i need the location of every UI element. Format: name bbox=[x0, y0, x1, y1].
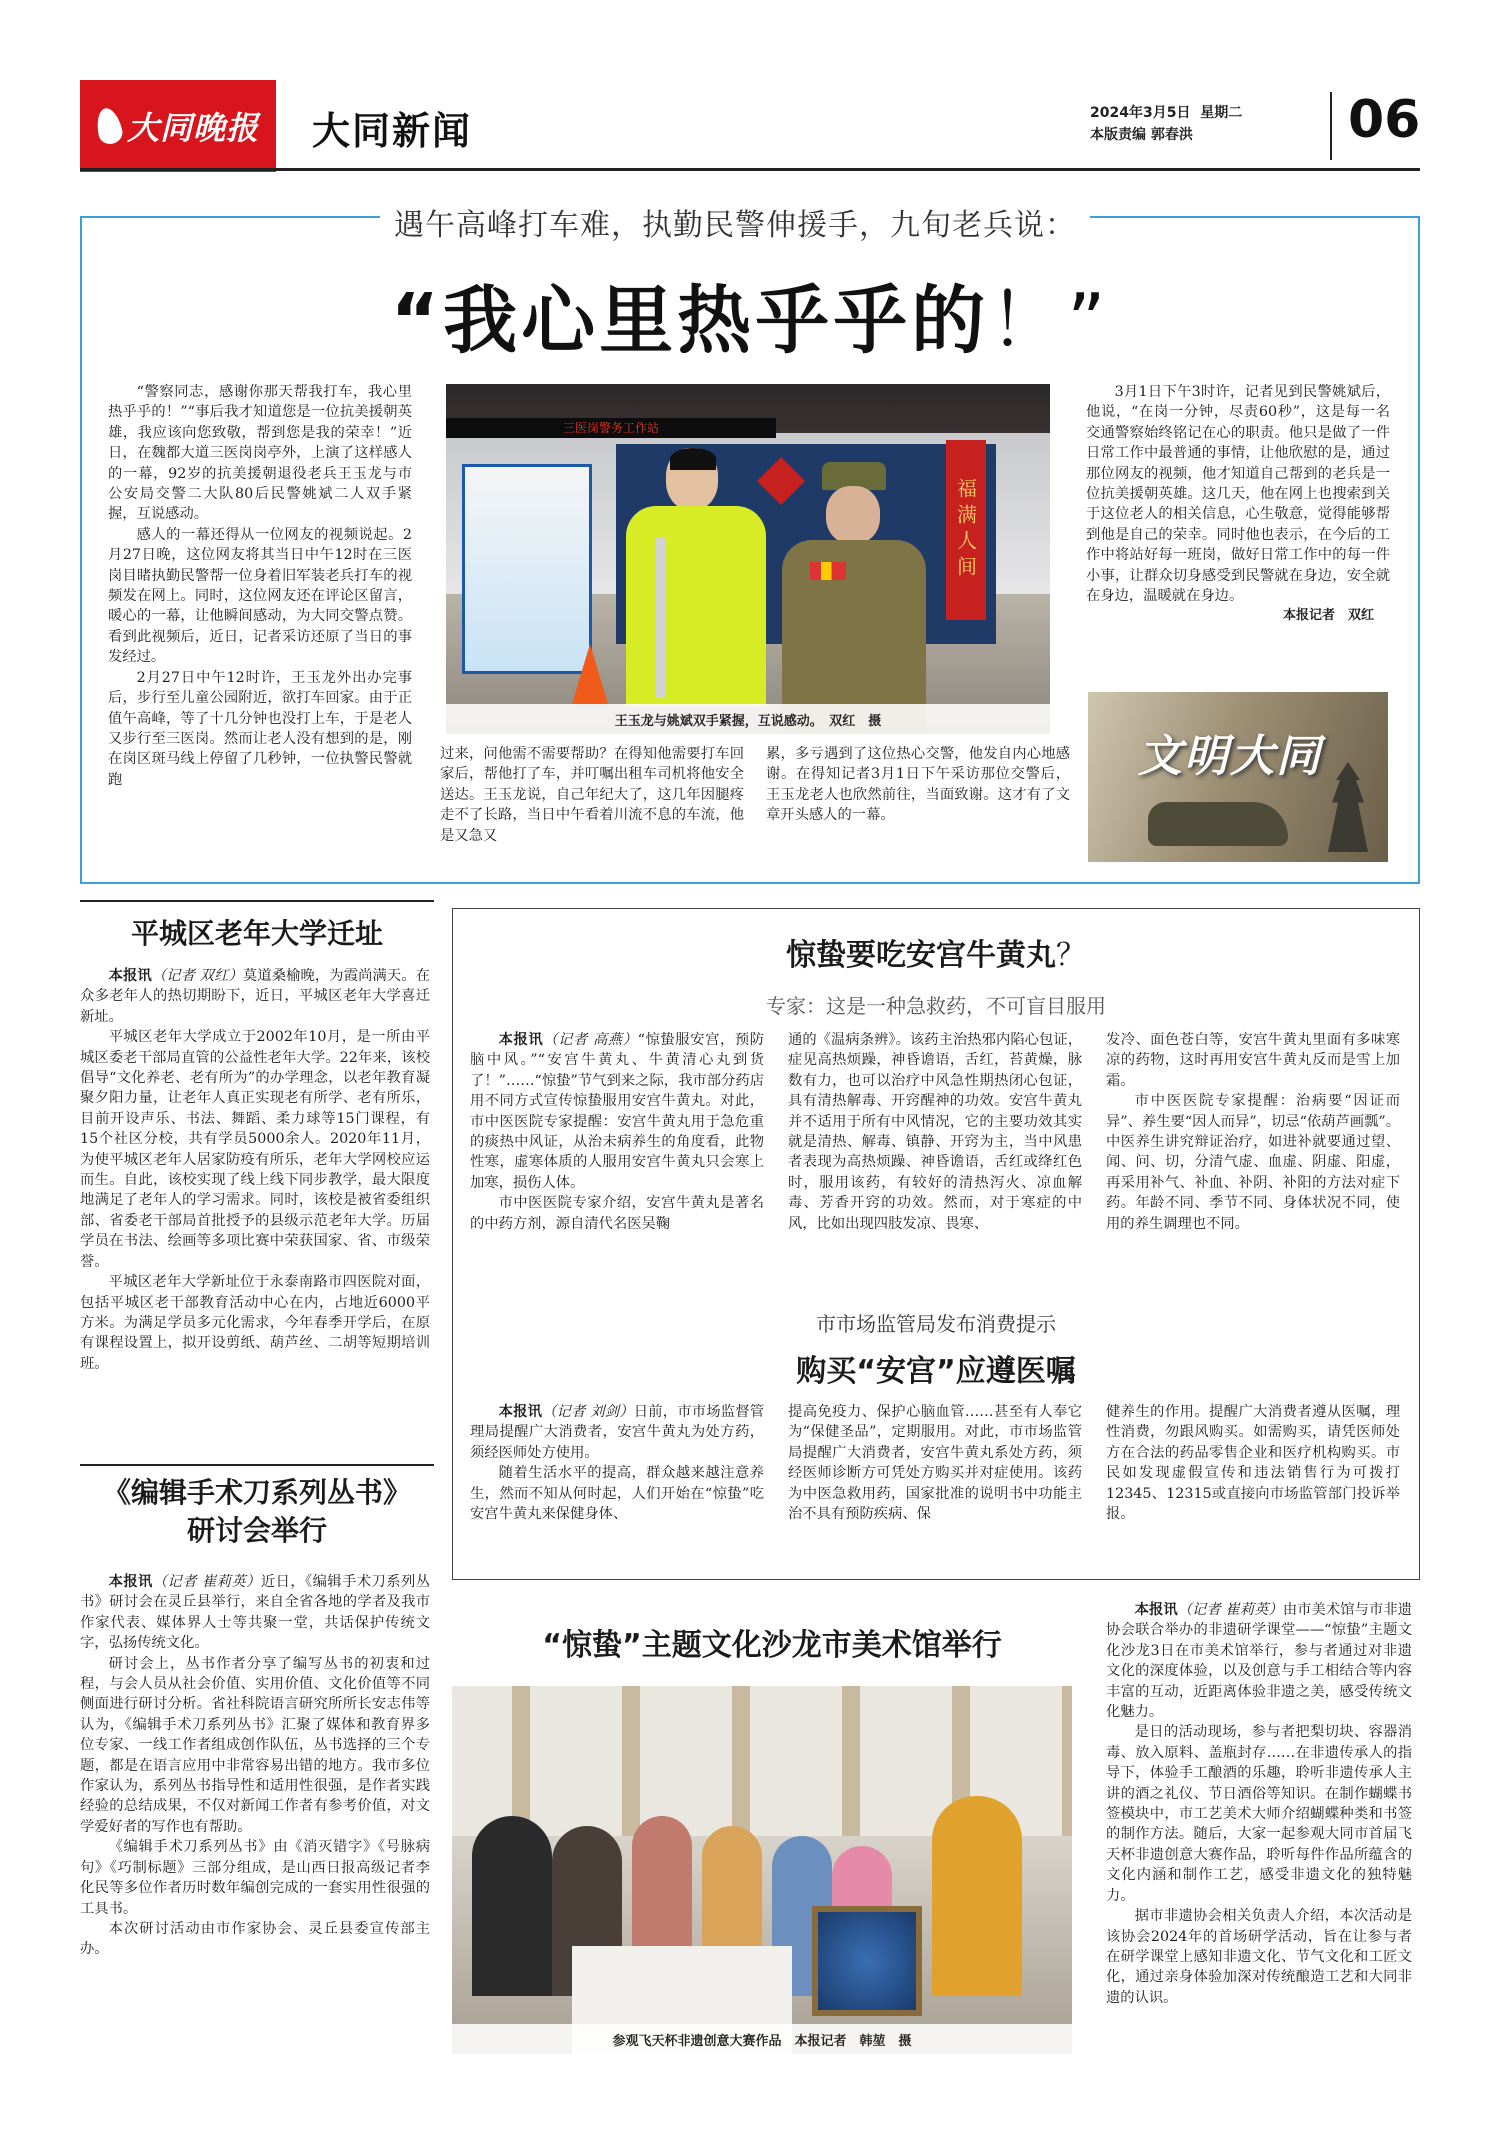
medicine-para bbox=[470, 1030, 764, 1193]
page-editor: 本版责编 郭春洪 bbox=[1090, 127, 1193, 143]
para-text: “惊蛰服安宫，预防脑中风。”“安宫牛黄丸、牛黄清心丸到货了！”……“惊蛰”节气到来之际，我市部分药店用不同方式宣传惊蛰服用安宫牛黄丸。对此，市中医医院专家提醒：安宫牛黄丸用于急危重的痰热中风证，从治未病养生的角度看，此物性寒，虚寒体质的人服用安宫牛黄丸只会寒上加寒，损伤人体。 bbox=[470, 1032, 765, 1191]
univ-para: 平城区老年大学新址位于永泰南路市四医院对面，包括平城区老干部教育活动中心在内，占地近6000平方米。为满足学员多元化需求，今年春季开学后，在原有课程设置上，拟开设剪纸、葫芦丝、二胡等短期培训班。 bbox=[80, 1274, 430, 1372]
section-title: 大同新闻 bbox=[312, 108, 473, 153]
univ-body bbox=[80, 966, 430, 1374]
dateline: 本报讯 bbox=[498, 1404, 543, 1420]
medicine-para: 市中医医院专家提醒：治病要“因证而异”、养生要“因人而异”，切忌“依葫芦画瓢”。中医养生讲究辩证治疗，如进补就要通过望、闻、问、切，分清气虚、血虚、阴虚、阳虚，再采用补气、补血、补阴、补阳的方法对症下药。年龄不同、季节不同、身体状况不同，使用的养生调理也不同。 bbox=[1106, 1093, 1400, 1232]
issue-weekday: 星期二 bbox=[1200, 105, 1243, 121]
para-text: 日前，市市场监督管理局提醒广大消费者，安宫牛黄丸为处方药，须经医师处方使用。 bbox=[470, 1404, 765, 1461]
univ-para bbox=[80, 966, 430, 1027]
lead-para: “警察同志，感谢你那天帮我打车，我心里热乎乎的！”“事后我才知道您是一位抗美援朝英雄，我应该向您致敬，帮到您是我的荣幸！”近日，在魏都大道三医岗岗亭外，上演了这样感人的一幕，92岁的抗美援朝退役老兵王玉龙与市公安局交警二大队80后民警姚斌二人双手紧握，互说感动。 bbox=[108, 384, 412, 523]
book-body bbox=[80, 1572, 430, 1960]
book-para: 本次研讨活动由市作家协会、灵丘县委宣传部主办。 bbox=[80, 1920, 430, 1958]
lead-column-1 bbox=[108, 382, 412, 790]
dateline: 本报讯 bbox=[1134, 1602, 1178, 1618]
medicine-headline bbox=[452, 930, 1420, 974]
masthead-underline bbox=[80, 168, 1420, 171]
book-headline-line2: 研讨会举行 bbox=[186, 1514, 327, 1547]
book-para: 研讨会上，丛书作者分享了编写丛书的初衷和过程，与会人员从社会价值、实用价值、文化价值等不同侧面进行研讨分析。省社科院语言研究所所长安志伟等认为，《编辑手术刀系列丛书》汇聚了媒体和教育界多位专家、一线工作者组成创作队伍，丛书选择的三个专题，都是在语言应用中非常容易出错的地方。我市多位作家认为，系列丛书指导性和适用性很强，是作者实践经验的总结成果，不仅对新闻工作者有参考价值，对文学爱好者的写作也有帮助。 bbox=[80, 1655, 430, 1835]
lead-column-3 bbox=[1086, 382, 1390, 627]
poster-title: 文明大同 bbox=[1138, 731, 1322, 782]
masthead bbox=[80, 80, 1420, 172]
medicine-title-q: ？ bbox=[1056, 938, 1086, 973]
salon-photo bbox=[452, 1686, 1072, 2054]
market-para bbox=[470, 1402, 764, 1463]
medicine-para: 发冷、面色苍白等，安宫牛黄丸里面有多味寒凉的药物，这时再用安宫牛黄丸反而是雪上加霜。 bbox=[1106, 1032, 1400, 1089]
market-headline: 购买“安宫”应遵医嘱 bbox=[796, 1354, 1076, 1389]
reporter: （记者 高燕） bbox=[543, 1032, 638, 1048]
headline-open-quote: “ bbox=[390, 278, 444, 364]
lead-byline: 本报记者 双红 bbox=[1282, 608, 1374, 624]
reporter: （记者 双红） bbox=[151, 968, 243, 984]
traffic-cone bbox=[572, 644, 608, 704]
salon-body bbox=[1106, 1600, 1412, 2008]
book-headline bbox=[80, 1474, 434, 1550]
headline-text: 我心里热乎乎的 bbox=[443, 278, 990, 364]
newspaper-logo: 大同晚报 bbox=[126, 109, 259, 147]
pagoda-silhouette bbox=[1328, 762, 1368, 852]
salon-headline: “惊蛰”主题文化沙龙市美术馆举行 bbox=[542, 1628, 1002, 1663]
lead-headline bbox=[80, 262, 1420, 368]
lead-column-bottom-1 bbox=[440, 744, 744, 846]
page-number: 06 bbox=[1348, 90, 1421, 150]
flame-icon bbox=[94, 106, 125, 146]
medicine-para: 市中医医院专家介绍，安宫牛黄丸是著名的中药方剂，源自清代名医吴鞠 bbox=[470, 1195, 764, 1232]
market-col-2 bbox=[788, 1402, 1082, 1524]
reporter: （记者 崔莉英） bbox=[152, 1574, 261, 1590]
salon-para: 据市非遗协会相关负责人介绍，本次活动是该协会2024年的首场研学活动，旨在让参与者在研学课堂上感知非遗文化、节气文化和工匠文化，通过亲身体验加深对传统酿造工艺和大同非遗的认识。 bbox=[1106, 1908, 1412, 2006]
headline-close-quote: ！” bbox=[989, 278, 1110, 364]
market-para: 提高免疫力、保护心脑血管……甚至有人奉它为“保健圣品”，定期服用。对此，市市场监管局提醒广大消费者，安宫牛黄丸系处方药，须经医师诊断方可凭处方购买并对症使用。该药为中医急救用药，国家批准的说明书中功能主治不具有预防疾病、保 bbox=[788, 1404, 1082, 1523]
page-number-divider bbox=[1330, 92, 1332, 160]
univ-headline: 平城区老年大学迁址 bbox=[130, 917, 383, 950]
book-para bbox=[80, 1572, 430, 1654]
bronze-artifact bbox=[1148, 802, 1288, 846]
embroidery-artwork bbox=[812, 1906, 922, 2016]
para-text: 莫道桑榆晚，为霞尚满天。在众多老年人的热切期盼下，近日，平城区老年大学喜迁新址。 bbox=[80, 968, 431, 1025]
lead-kicker: 遇午高峰打车难，执勤民警伸援手，九旬老兵说： bbox=[380, 200, 1090, 244]
issue-date: 2024年3月5日 bbox=[1090, 105, 1191, 121]
reporter: （记者 刘剑） bbox=[542, 1404, 634, 1420]
para-text: 近日，《编辑手术刀系列丛书》研讨会在灵丘县举行，来自全省各地的学者及我市作家代表、媒体界人士等共聚一堂，共话保护传统文字，弘扬传统文化。 bbox=[80, 1574, 431, 1652]
civilization-poster bbox=[1088, 692, 1388, 862]
station-sign: 三医岗警务工作站 bbox=[446, 418, 776, 438]
medicine-col-3 bbox=[1106, 1030, 1400, 1234]
police-officer bbox=[626, 448, 766, 708]
masthead-info bbox=[1090, 102, 1242, 146]
lead-para: 3月1日下午3时许，记者见到民警姚斌后，他说，“在岗一分钟，尽责60秒”，这是每一名交通警察始终铭记在心的职责。他只是做了一件日常工作中最普通的事情，让他欣慰的是，通过那位网友的视频，他才知道自己帮到的老兵是一位抗美援朝英雄。这几天，他在网上也搜索到关于这位老人的相关信息，心生敬意，觉得能够帮到他是自己的荣幸。同时他也表示，在今后的工作中将站好每一班岗，做好日常工作中的每一件小事，让群众切身感受到民警就在身边，安全就在身边，温暖就在身边。 bbox=[1086, 384, 1390, 605]
medicine-col-1 bbox=[470, 1030, 764, 1234]
lead-para: 累，多亏遇到了这位热心交警，他发自内心地感谢。在得知记者3月1日下午采访那位交警后，王玉龙老人也欣然前往，当面致谢。这才有了文章开头感人的一幕。 bbox=[766, 746, 1070, 824]
left-top-rule bbox=[80, 900, 434, 902]
lead-para: 过来，问他需不需要帮助？在得知他需要打车回家后，帮他打了车，并叮嘱出租车司机将他安全送达。王玉龙说，自己年纪大了，这几年因腿疼走不了长路，当日中午看着川流不息的车流，他是又急又 bbox=[440, 746, 744, 844]
logo-block bbox=[80, 80, 276, 172]
univ-para: 平城区老年大学成立于2002年10月，是一所由平城区委老干部局直管的公益性老年大学。22年来，该校倡导“文化养老、老有所为”的办学理念，以老年教育凝聚夕阳力量，让老年人真正实现老有所学、老有所乐，目前开设声乐、书法、舞蹈、柔力球等15门课程，有15个社区分校，共有学员5000余人。2020年11月，为使平城区老年人居家防疫有所乐，老年大学网校应运而生。自此，该校实现了线上线下同步教学，最大限度地满足了老年人的学习需求。同时，该校是被省委组织部、省委老干部局首批授予的县级示范老年大学。历届学员在书法、绘画等多项比赛中荣获国家、省、市级荣誉。 bbox=[80, 1029, 430, 1270]
medicine-title: 惊蛰要吃安宫牛黄丸 bbox=[786, 938, 1056, 973]
info-board bbox=[462, 464, 592, 674]
medicine-subtitle: 专家：这是一种急救药，不可盲目服用 bbox=[766, 994, 1106, 1018]
salon-para bbox=[1106, 1600, 1412, 1722]
dateline: 本报讯 bbox=[498, 1032, 544, 1048]
market-kicker: 市市场监管局发布消费提示 bbox=[816, 1312, 1056, 1336]
left-mid-rule bbox=[80, 1464, 434, 1466]
lead-column-bottom-2 bbox=[766, 744, 1070, 826]
salon-para: 是日的活动现场，参与者把梨切块、容器消毒、放入原料、盖瓶封存……在非遗传承人的指导下，体验手工酿酒的乐趣，聆听非遗传承人主讲的酒之礼仪、节日酒俗等知识。在制作蝴蝶书签模块中，市工艺美术大师介绍蝴蝶种类和书签的制作方法。随后，大家一起参观大同市首届飞天杯非遗创意大赛作品，聆听每件作品所蕴含的文化内涵和制作工艺，感受非遗文化的独特魅力。 bbox=[1106, 1724, 1412, 1904]
reporter: （记者 崔莉英） bbox=[1177, 1602, 1283, 1618]
market-para: 健养生的作用。提醒广大消费者遵从医嘱，理性消费，勿跟风购买。如需购买，请凭医师处方在合法的药品零售企业和医疗机构购买。市民如发现虚假宣传和违法销售行为可拨打12345、12315或直接向市场监管部门投诉举报。 bbox=[1106, 1404, 1400, 1523]
lead-photo bbox=[446, 384, 1050, 734]
door-couplet: 福满人间 bbox=[946, 440, 986, 620]
book-headline-line1: 《编辑手术刀系列丛书》 bbox=[102, 1476, 411, 1509]
dateline: 本报讯 bbox=[108, 1574, 153, 1590]
market-col-1 bbox=[470, 1402, 764, 1524]
veteran bbox=[776, 462, 926, 734]
lead-para: 2月27日中午12时许，王玉龙外出办完事后，步行至儿童公园附近，欲打车回家。由于正值午高峰，等了十几分钟也没打上车，于是老人又步行至三医岗。然而让老人没有想到的是，刚在岗区斑马线上停留了几秒钟，一位执警民警就跑 bbox=[108, 669, 412, 788]
medicine-col-2 bbox=[788, 1030, 1082, 1234]
dateline: 本报讯 bbox=[108, 968, 152, 984]
lead-para: 感人的一幕还得从一位网友的视频说起。2月27日晚，这位网友将其当日中午12时在三医岗目睹执勤民警帮一位身着旧军装老兵打车的视频发在网上。同时，这位网友还在评论区留言，暖心的一幕，让他瞬间感动，为大同交警点赞。看到此视频后，近日，记者采访还原了当日的事发经过。 bbox=[108, 526, 412, 666]
medicine-para: 通的《温病条辨》。该药主治热邪内陷心包证，症见高热烦躁，神昏谵语，舌红，苔黄燥，脉数有力，也可以治疗中风急性期热闭心包证，具有清热解毒、开窍醒神的功效。安宫牛黄丸并不适用于所有中风情况，它的主要功效其实就是清热、解毒、镇静、开窍为主，当中风患者表现为高热烦躁、神昏谵语，舌红或绛红色时，服用该药，有较好的清热泻火、凉血解毒、芳香开窍的功效。然而，对于寒症的中风，比如出现四肢发凉、畏寒、 bbox=[788, 1032, 1082, 1232]
para-text: 由市美术馆与市非遗协会联合举办的非遗研学课堂——“惊蛰”主题文化沙龙3日在市美术馆举行，参与者通过对非遗文化的深度体验，以及创意与手工相结合等内容丰富的互动，近距离体验非遗之美，感受传统文化魅力。 bbox=[1106, 1602, 1413, 1721]
book-para: 《编辑手术刀系列丛书》由《消灭错字》《号脉病句》《巧制标题》三部分组成，是山西日报高级记者李化民等多位作者历时数年编创完成的一套实用性很强的工具书。 bbox=[80, 1839, 430, 1917]
lead-photo-caption: 王玉龙与姚斌双手紧握，互说感动。 双红 摄 bbox=[446, 704, 1050, 734]
salon-photo-caption: 参观飞天杯非遗创意大赛作品 本报记者 韩堃 摄 bbox=[452, 2024, 1072, 2054]
market-col-3 bbox=[1106, 1402, 1400, 1524]
market-para: 随着生活水平的提高，群众越来越注意养生，然而不知从何时起，人们开始在“惊蛰”吃安宫牛黄丸来保健身体、 bbox=[470, 1465, 764, 1523]
